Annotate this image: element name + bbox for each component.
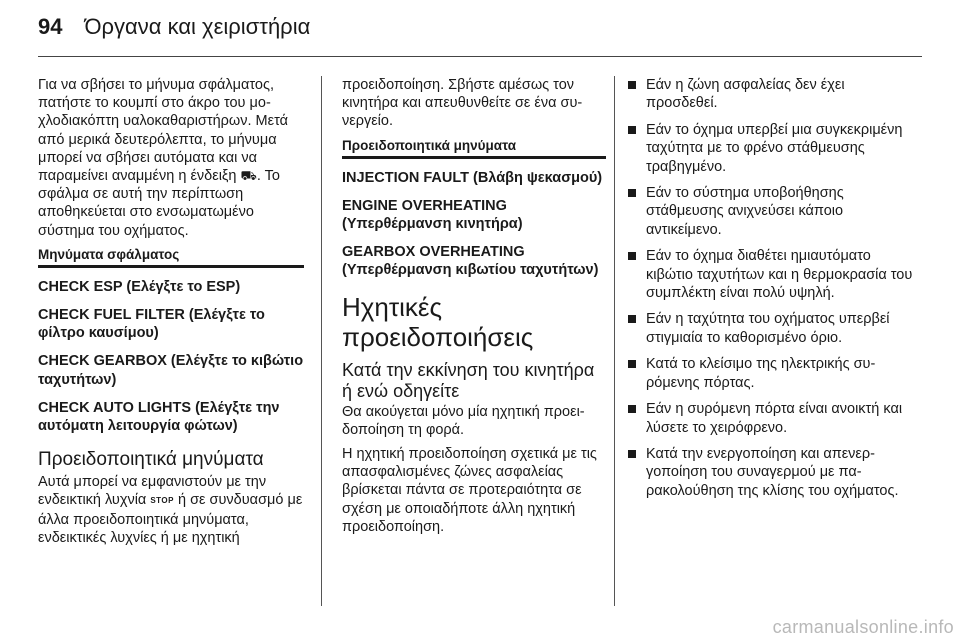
list-item: Εάν η συρόμενη πόρτα είναι ανοικτή και λύσετε το χειρόφρενο. <box>626 400 916 437</box>
square-bullet-icon <box>628 252 636 260</box>
list-item: Εάν το όχημα υπερβεί μια συγκεκριμένη ταχύτητα με το φρένο στάθμευσης τραβηγμένο. <box>626 121 916 176</box>
warning-message: INJECTION FAULT (Βλάβη ψεκασμού) <box>342 169 603 186</box>
warning-messages-subheading: Προειδοποιητικά μηνύματα <box>342 137 606 159</box>
warning-message: GEARBOX OVERHEATING (Υπερθέρμανση κιβωτίου ταχυτήτων) <box>342 244 599 279</box>
watermark: carmanualsonline.info <box>772 617 954 637</box>
list-item: Εάν το όχημα διαθέτει ημιαυτόματο κιβώτιο ταχυτήτων και η θερμοκρασία του συμπλέκτη είναι πολύ υψηλή. <box>626 247 916 302</box>
fault-message: CHECK AUTO LIGHTS (Ελέγξτε την αυτόματη λειτουργία φώτων) <box>38 399 280 435</box>
column-divider <box>321 76 322 606</box>
square-bullet-icon <box>628 126 636 134</box>
page-number: 94 <box>38 14 63 39</box>
car-service-icon: ⛟︎ <box>240 168 257 184</box>
body-paragraph: Θα ακούγεται μόνο μία ηχητική προειδοποίηση τη φορά. <box>342 403 585 438</box>
list-item: Εάν η ζώνη ασφαλείας δεν έχει προσδεθεί. <box>626 76 916 113</box>
square-bullet-icon <box>628 450 636 458</box>
page-header <box>38 14 310 40</box>
bullet-list <box>626 76 916 500</box>
square-bullet-icon <box>628 315 636 323</box>
column-2 <box>342 76 606 542</box>
fault-messages-heading: Μηνύματα σφάλματος <box>38 246 304 268</box>
stop-icon: STOP <box>150 496 174 506</box>
intro-paragraph: Για να σβήσει το μήνυμα σφάλματος, πατήστε το κουμπί στο άκρο του μοχλοδιακόπτη υαλοκαθαριστήρων. Μετά από μερικά δευτερόλεπτα, το μήνυμα μπορεί να σβήσει αυτόματα και να παραμείνει αναμμένη η ένδειξη ⛟︎. Το σφάλμα σε αυτή την περίπτωση αποθηκεύεται στο ενσωματωμένο σύστημα του οχήματος. <box>38 77 288 239</box>
list-item: Εάν το σύστημα υποβοήθησης στάθμευσης ανιχνεύσει κάποιο αντικείμενο. <box>626 184 916 239</box>
square-bullet-icon <box>628 189 636 197</box>
fault-message: CHECK GEARBOX (Ελέγξτε το κιβώτιο ταχυτήτων) <box>38 353 304 388</box>
subsection-title: Κατά την εκκίνηση του κινητήρα ή ενώ οδηγείτε <box>342 359 595 401</box>
column-3 <box>626 76 916 508</box>
header-rule <box>38 56 922 57</box>
warning-paragraph: Αυτά μπορεί να εμφανιστούν με την ενδεικτική λυχνία STOP ή σε συνδυασμό με άλλα προειδοποιητικά μηνύματα, ενδεικτικές λυχνίες ή με ηχητική <box>38 474 303 546</box>
body-paragraph: Η ηχητική προειδοποίηση σχετικά με τις απασφαλισμένες ζώνες ασφαλείας βρίσκεται πάντα σε προτεραιότητα σε σχέση με οποιαδήποτε άλλη ηχητική προειδοποίηση. <box>342 446 597 535</box>
square-bullet-icon <box>628 405 636 413</box>
column-1 <box>38 76 304 553</box>
list-item: Κατά το κλείσιμο της ηλεκτρικής συρόμενης πόρτας. <box>626 355 916 392</box>
column-divider <box>614 76 615 606</box>
list-item: Κατά την ενεργοποίηση και απενεργοποίηση του συναγερμού με παρακολούθηση της κλίσης του οχήματος. <box>626 445 916 500</box>
section-title: Ηχητικές προειδοποιήσεις <box>342 291 534 352</box>
warning-message: ENGINE OVERHEATING (Υπερθέρμανση κινητήρα) <box>342 197 523 233</box>
square-bullet-icon <box>628 81 636 89</box>
page-title: Όργανα και χειριστήρια <box>84 14 311 39</box>
warning-messages-heading: Προειδοποιητικά μηνύματα <box>38 449 264 471</box>
fault-message: CHECK ESP (Ελέγξτε το ESP) <box>38 278 241 295</box>
continuation-paragraph: προειδοποίηση. Σβήστε αμέσως τον κινητήρα και απευθυνθείτε σε ένα συνεργείο. <box>342 77 583 130</box>
square-bullet-icon <box>628 360 636 368</box>
list-item: Εάν η ταχύτητα του οχήματος υπερβεί στιγμιαία το καθορισμένο όριο. <box>626 310 916 347</box>
fault-message: CHECK FUEL FILTER (Ελέγξτε το φίλτρο καυσίμου) <box>38 307 265 342</box>
